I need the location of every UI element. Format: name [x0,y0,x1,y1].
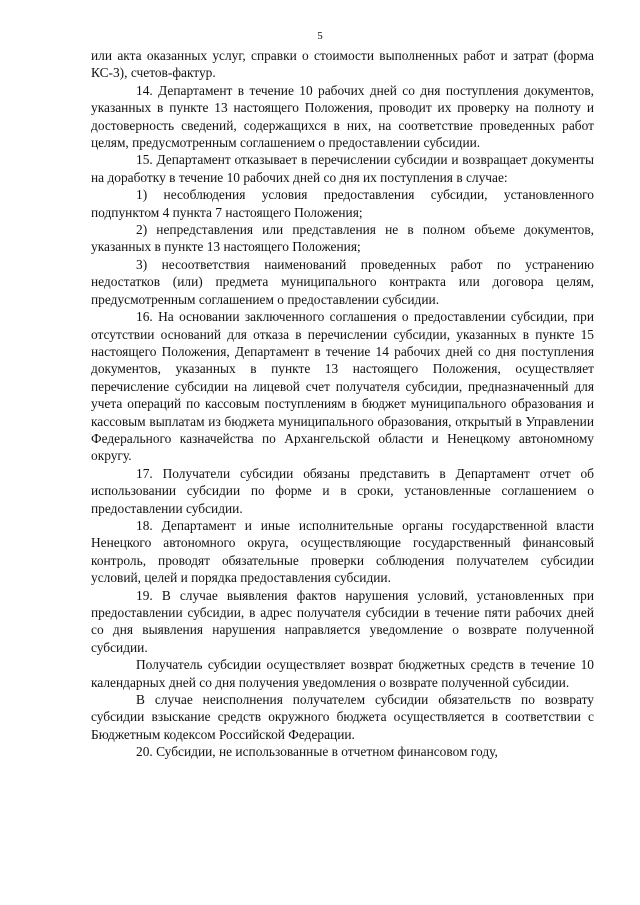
paragraph: В случае неисполнения получателем субсидии обязательств по возврату субсидии взыскание средств окружного бюджета осуществляется в соответствии с Бюджетным кодексом Российской Федерации. [91,692,594,742]
paragraph: 19. В случае выявления фактов нарушения условий, установленных при предоставлении субсидии, в адрес получателя субсидии в течение пяти рабочих дней со дня выявления нарушения направляется уведомление о возврате полученной субсидии. [91,587,594,655]
document-body [91,47,594,761]
paragraph: 17. Получатели субсидии обязаны представить в Департамент отчет об использовании субсидии по форме и в сроки, установленные соглашением о предоставлении субсидии. [91,465,594,516]
paragraph: 3) несоответствия наименований проведенных работ по устранению недостатков (или) предмета муниципального контракта или договора целям, предусмотренным соглашением о предоставлении субсидии. [91,256,594,307]
paragraph: 18. Департамент и иные исполнительные органы государственной власти Ненецкого автономного округа, осуществляющие государственный финансовый контроль, проводят обязательные проверки соблюдения получателем субсидии условий, целей и порядка предоставления субсидии. [91,517,594,586]
paragraph: 1) несоблюдения условия предоставления субсидии, установленного подпунктом 4 пункта 7 настоящего Положения; [91,187,594,220]
paragraph: 20. Субсидии, не использованные в отчетном финансовом году, [136,744,498,760]
page-number: 5 [317,30,323,42]
paragraph: 14. Департамент в течение 10 рабочих дней со дня поступления документов, указанных в пункте 13 настоящего Положения, проводит их проверку на полноту и достоверность сведений, содержащихся в них, на соответствие проведенных работ целям, предусмотренным соглашением о предоставлении субсидии. [91,82,594,151]
paragraph: Получатель субсидии осуществляет возврат бюджетных средств в течение 10 календарных дней со дня получения уведомления о возврате полученной субсидии. [91,657,594,690]
paragraph: 2) непредставления или представления не в полном объеме документов, указанных в пункте 13 настоящего Положения; [91,222,594,255]
paragraph: 15. Департамент отказывает в перечислении субсидии и возвращает документы на доработку в течение 10 рабочих дней со дня их поступления в случае: [91,152,594,185]
paragraph: или акта оказанных услуг, справки о стоимости выполненных работ и затрат (форма КС-3), счетов-фактур. [91,48,594,81]
paragraph: 16. На основании заключенного соглашения о предоставлении субсидии, при отсутствии оснований для отказа в перечислении субсидии, указанных в пункте 15 настоящего Положения, Департамент в течение 14 рабочих дней со дня поступления документов, указанных в пункте 13 настоящего Положения, осуществляет перечисление субсидии на лицевой счет получателя субсидии, предназначенный для учета операций по кассовым поступлениям в бюджет муниципального образования и кассовым выплатам из бюджета муниципального образования, открытый в Управлении Федерального казначейства по Архангельской области и Ненецкому автономному округу. [91,309,594,464]
